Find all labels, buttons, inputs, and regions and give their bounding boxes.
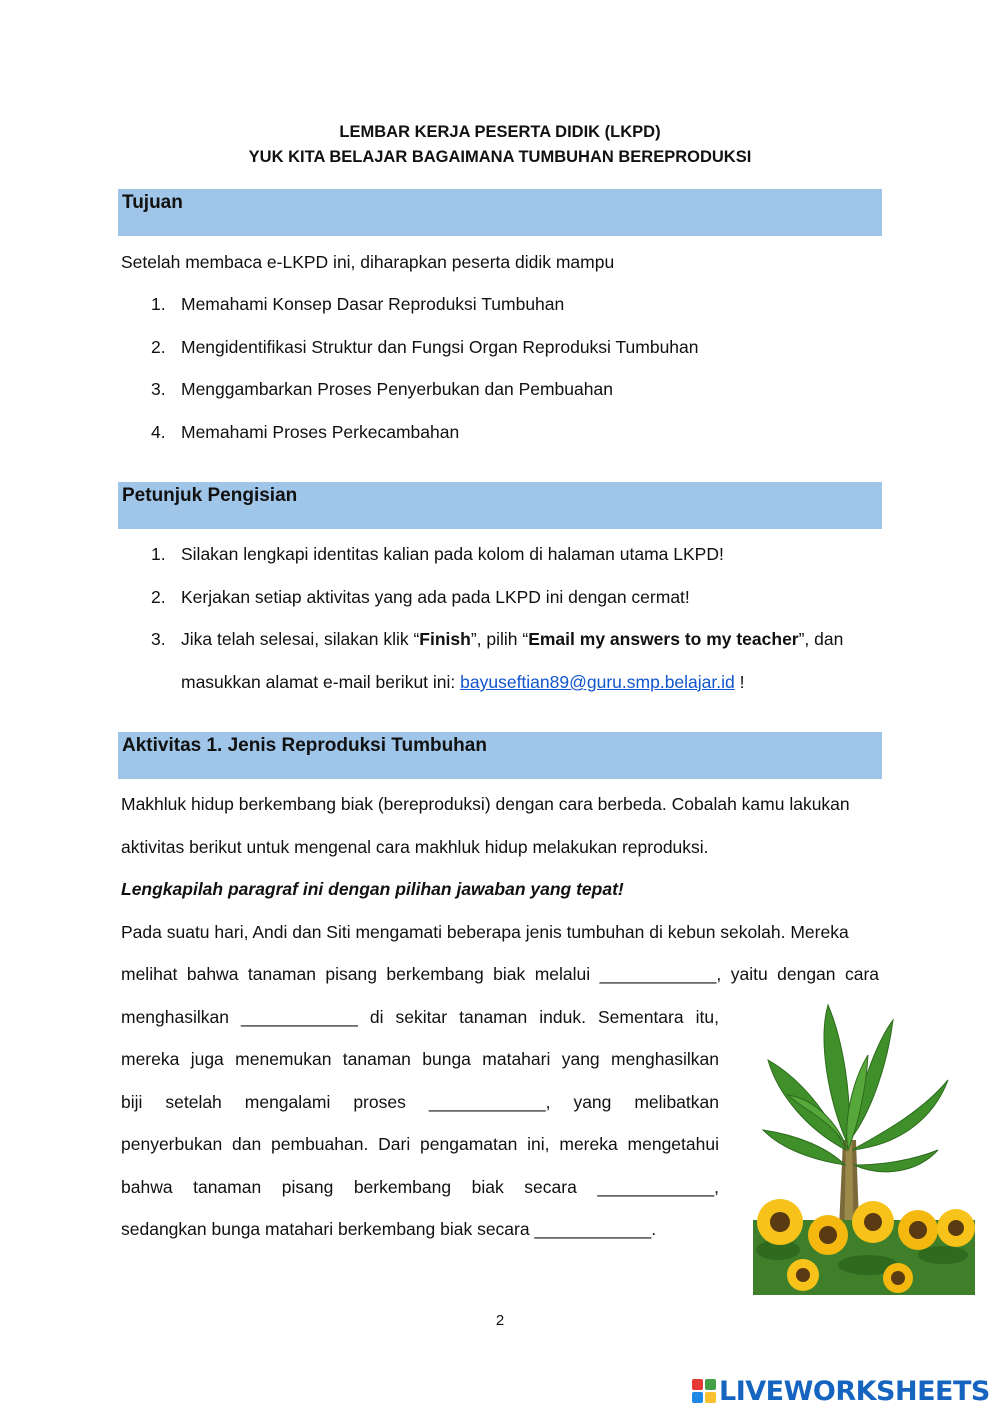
list-item: Memahami Proses Perkecambahan <box>181 422 460 442</box>
instruction-text: Jika telah selesai, silakan klik “ <box>181 629 420 649</box>
list-number: 4. <box>151 422 166 442</box>
story-line: biji setelah mengalami proses ____________, yang melibatkan <box>121 1092 719 1112</box>
email-option-label: Email my answers to my teacher <box>528 629 799 649</box>
story-line: penyerbukan dan pembuahan. Dari pengamatan ini, mereka mengetahui <box>121 1134 719 1154</box>
list-item: Silakan lengkapi identitas kalian pada kolom di halaman utama LKPD! <box>181 544 724 564</box>
section-header-aktivitas-1 <box>118 732 882 779</box>
answer-blank-1[interactable]: ____________ <box>599 964 717 984</box>
list-item: Kerjakan setiap aktivitas yang ada pada LKPD ini dengan cermat! <box>181 587 690 607</box>
list-number: 2. <box>151 587 166 607</box>
page-title <box>0 120 1000 170</box>
list-number: 3. <box>151 629 166 649</box>
section-header-label: Aktivitas 1. Jenis Reproduksi Tumbuhan <box>122 735 487 756</box>
instruction-text: ”, dan <box>798 629 844 649</box>
answer-blank-5[interactable]: ____________ <box>534 1219 652 1239</box>
list-item-continuation <box>181 671 744 693</box>
list-item <box>181 628 843 650</box>
answer-blank-4[interactable]: ____________ <box>597 1177 715 1197</box>
list-item: Menggambarkan Proses Penyerbukan dan Pembuahan <box>181 379 613 399</box>
story-line: mereka juga menemukan tanaman bunga matahari yang menghasilkan <box>121 1049 719 1069</box>
logo-brand-text: LIVEWORKSHEETS <box>719 1375 990 1407</box>
teacher-email-link[interactable]: bayuseftian89@guru.smp.belajar.id <box>460 672 735 692</box>
list-item: Memahami Konsep Dasar Reproduksi Tumbuhan <box>181 294 565 314</box>
list-number: 2. <box>151 337 166 357</box>
list-number: 1. <box>151 294 166 314</box>
section-header-label: Petunjuk Pengisian <box>122 485 298 506</box>
liveworksheets-logo <box>692 1374 992 1408</box>
page-number: 2 <box>495 1312 505 1329</box>
intro-paragraph-line: aktivitas berikut untuk mengenal cara makhluk hidup melakukan reproduksi. <box>121 837 709 857</box>
activity-instruction: Lengkapilah paragraf ini dengan pilihan jawaban yang tepat! <box>121 879 624 899</box>
list-item: Mengidentifikasi Struktur dan Fungsi Organ Reproduksi Tumbuhan <box>181 337 699 357</box>
tujuan-intro: Setelah membaca e-LKPD ini, diharapkan peserta didik mampu <box>121 252 615 272</box>
list-number: 3. <box>151 379 166 399</box>
logo-squares-icon <box>692 1379 716 1403</box>
section-header-petunjuk <box>118 482 882 529</box>
section-header-tujuan <box>118 189 882 236</box>
story-line: menghasilkan ____________ di sekitar tanaman induk. Sementara itu, <box>121 1007 719 1027</box>
answer-blank-2[interactable]: ____________ <box>241 1007 358 1027</box>
intro-paragraph-line: Makhluk hidup berkembang biak (bereproduksi) dengan cara berbeda. Cobalah kamu lakukan <box>121 794 850 814</box>
story-line: sedangkan bunga matahari berkembang biak secara ____________. <box>121 1219 657 1239</box>
instruction-text: ”, pilih “ <box>470 629 529 649</box>
section-header-label: Tujuan <box>122 192 183 213</box>
instruction-text: masukkan alamat e-mail berikut ini: <box>181 672 461 692</box>
answer-blank-3[interactable]: ____________ <box>428 1092 546 1112</box>
story-line: bahwa tanaman pisang berkembang biak secara ____________, <box>121 1177 719 1197</box>
list-number: 1. <box>151 544 166 564</box>
finish-label: Finish <box>419 629 471 649</box>
instruction-text: ! <box>734 672 745 692</box>
title-line-2: YUK KITA BELAJAR BAGAIMANA TUMBUHAN BEREPRODUKSI <box>248 148 752 166</box>
title-line-1: LEMBAR KERJA PESERTA DIDIK (LKPD) <box>339 123 661 141</box>
story-line: Pada suatu hari, Andi dan Siti mengamati beberapa jenis tumbuhan di kebun sekolah. Mereka <box>121 922 849 942</box>
banana-sunflower-illustration <box>748 1000 978 1295</box>
story-line: melihat bahwa tanaman pisang berkembang biak melalui ____________, yaitu dengan cara <box>121 964 880 984</box>
